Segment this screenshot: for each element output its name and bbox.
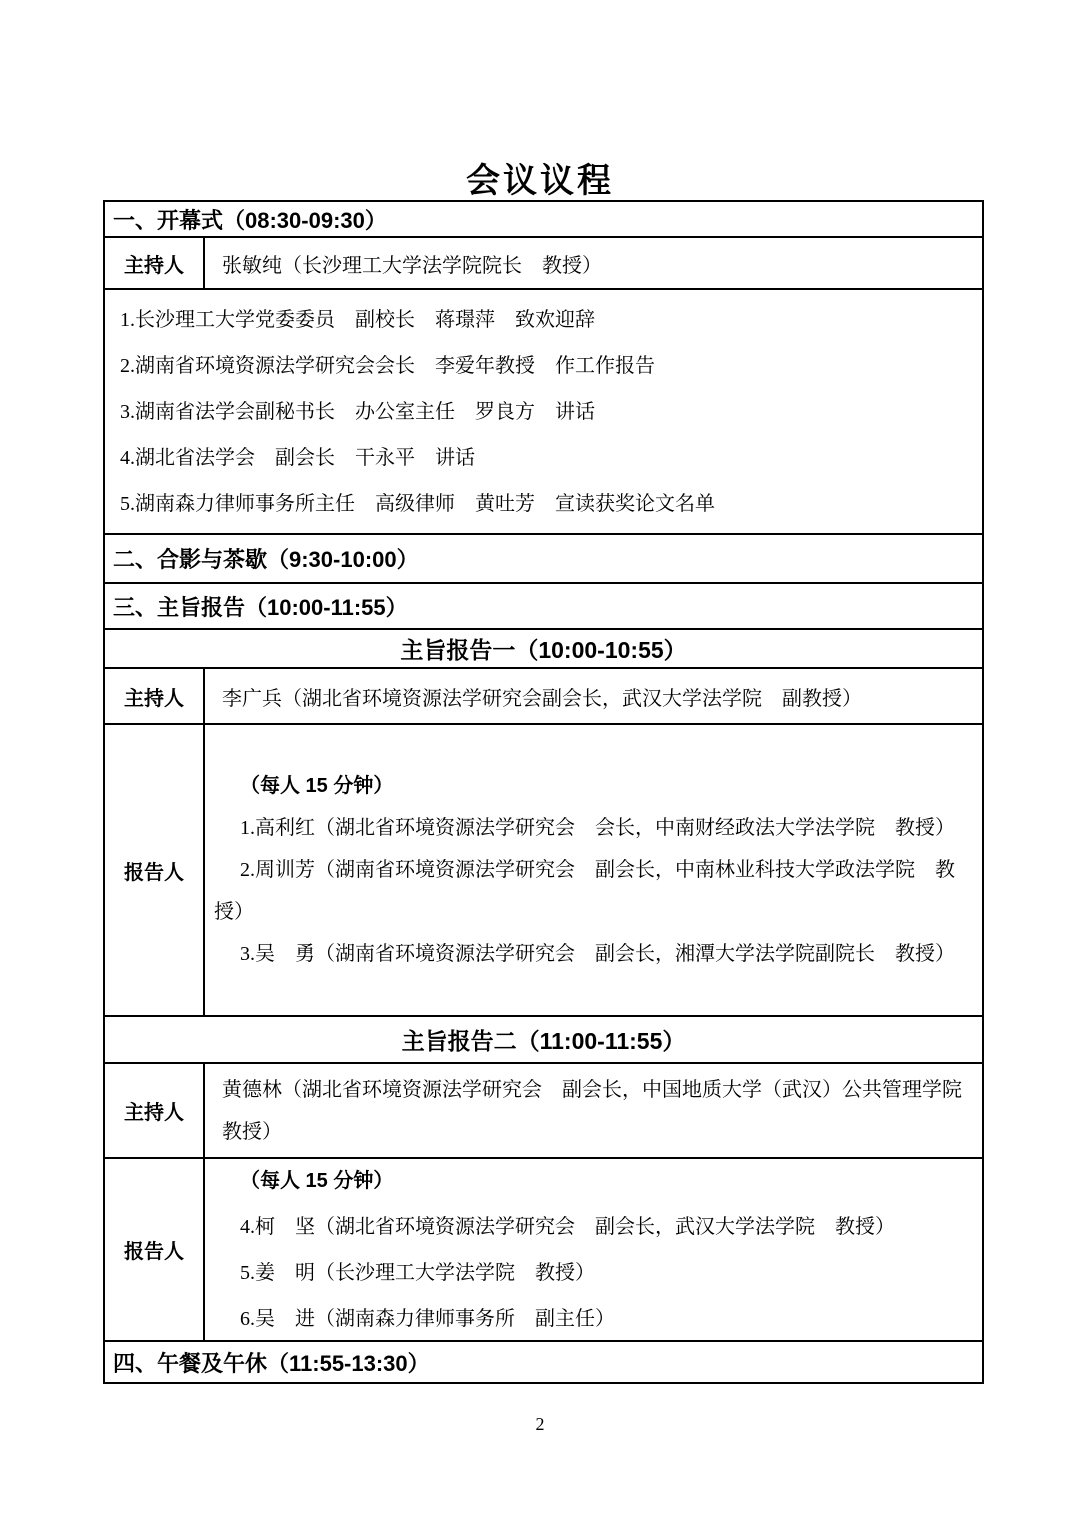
section-lunch-heading [105,1340,982,1382]
opening-item: 3.湖南省法学会副秘书长 办公室主任 罗良方 讲话 [120,400,595,423]
section-heading-text: 三、主旨报告（10:00-11:55） [113,594,408,620]
page-title: 会议议程 [466,162,614,200]
opening-items-cell [105,288,982,533]
speaker-item: 3.吴 勇（湖南省环境资源法学研究会 副会长，湘潭大学法学院副院长 教授） [240,943,955,965]
speaker-label: 报告人 [105,1159,205,1340]
speakers-cell [205,725,982,1015]
page-number: 2 [535,1414,545,1434]
keynote2-speakers-row [105,1157,982,1340]
host-label: 主持人 [105,1064,205,1157]
section-heading-text: 二、合影与茶歇（9:30-10:00） [113,547,419,572]
speaker-item: 5.姜 明（长沙理工大学法学院 教授） [240,1261,595,1284]
opening-item: 5.湖南森力律师事务所主任 高级律师 黄吐芳 宣读获奖论文名单 [120,492,715,515]
host-value: 黄德林（湖北省环境资源法学研究会 副会长，中国地质大学（武汉）公共管理学院 教授） [222,1078,982,1143]
per-speaker-note: （每人 15 分钟） [240,775,394,797]
speaker-item: 1.高利红（湖北省环境资源法学研究会 会长，中南财经政法大学法学院 教授） [240,817,955,839]
host-label: 主持人 [105,669,205,723]
section-heading-text: 四、午餐及午休（11:55-13:30） [113,1350,430,1376]
keynote2-host-row [105,1062,982,1157]
per-speaker-note: （每人 15 分钟） [240,1169,394,1192]
speaker-item: 2.周训芳（湖南省环境资源法学研究会 副会长，中南林业科技大学政法学院 教授） [214,859,955,923]
section-heading-text: 一、开幕式（08:30-09:30） [113,207,387,233]
host-value: 李广兵（湖北省环境资源法学研究会副会长，武汉大学法学院 副教授） [222,687,862,710]
speakers-cell [205,1159,982,1340]
speaker-label: 报告人 [105,725,205,1015]
section-keynote-heading [105,582,982,628]
keynote1-speakers-row [105,723,982,1015]
keynote1-host-row [105,667,982,723]
sub-heading-text: 主旨报告二（11:00-11:55） [401,1028,686,1054]
agenda-table [103,200,984,1384]
speaker-item: 4.柯 坚（湖北省环境资源法学研究会 副会长，武汉大学法学院 教授） [240,1215,895,1238]
host-value: 张敏纯（长沙理工大学法学院院长 教授） [222,254,602,277]
sub-heading-text: 主旨报告一（10:00-10:55） [400,637,687,663]
speaker-item: 6.吴 进（湖南森力律师事务所 副主任） [240,1307,615,1330]
opening-item: 4.湖北省法学会 副会长 干永平 讲话 [120,446,475,469]
opening-item: 1.长沙理工大学党委委员 副校长 蒋璟萍 致欢迎辞 [120,308,595,331]
keynote2-heading [105,1015,982,1062]
host-label: 主持人 [105,238,205,288]
opening-item: 2.湖南省环境资源法学研究会会长 李爱年教授 作工作报告 [120,354,655,377]
keynote1-heading [105,628,982,667]
section-opening-heading [105,202,982,236]
section-photo-break-heading [105,533,982,582]
opening-host-row [105,236,982,288]
